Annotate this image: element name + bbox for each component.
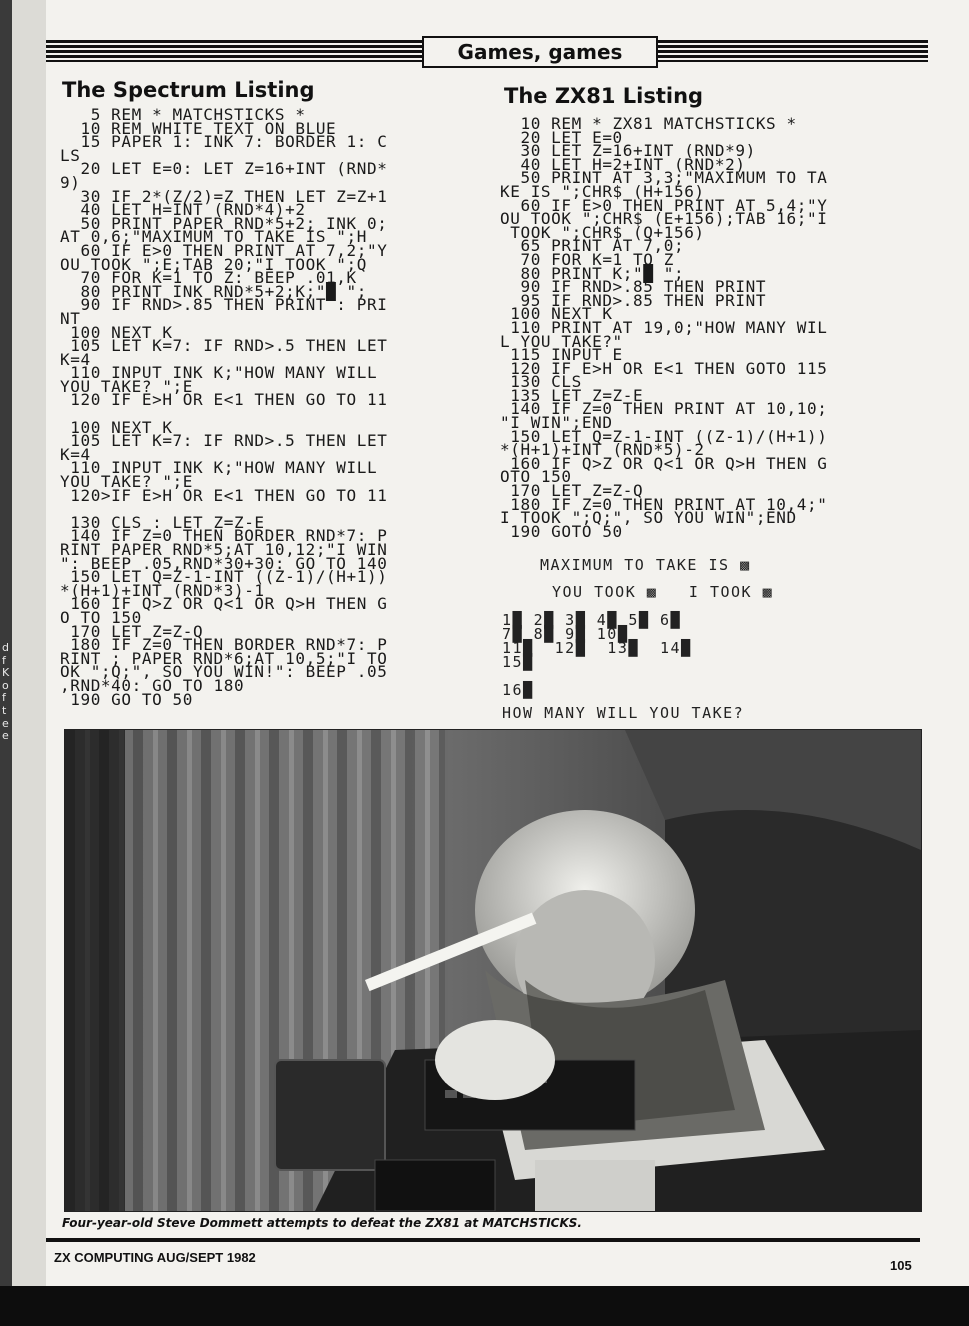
code-line: 15 PAPER 1: INK 7: BORDER 1: C [60,132,388,152]
code-line: *(H+1)+INT (RND*5)-2 [500,440,705,460]
code-line: I TOOK ";Q;", SO YOU WIN";END [500,508,797,528]
code-line: 160 IF Q>Z OR Q<1 OR Q>H THEN G [500,453,828,473]
code-line: 100 NEXT K [60,417,173,437]
code-line: 20 LET E=0 [500,127,623,147]
code-line: YOU TAKE? ";E [60,376,194,396]
code-line: 120 IF E>H OR E<1 THEN GOTO 115 [500,358,828,378]
code-line: ": BEEP .05,RND*30+30: GO TO 140 [60,553,388,573]
spectrum-listing-heading: The Spectrum Listing [62,78,315,102]
code-line: 180 IF Z=0 THEN BORDER RND*7: P [60,635,388,655]
code-line: RINT ; PAPER RND*6;AT 10,5;"I TO [60,648,388,668]
code-line: *(H+1)+INT (RND*3)-1 [60,580,265,600]
footer-rule [46,1238,920,1242]
code-line: 50 PRINT PAPER RND*5+2; INK 0; [60,213,388,233]
code-line: 120 IF E>H OR E<1 THEN GO TO 11 [60,390,388,410]
screen-sticks-row-3: 11█ 12█ 13█ 14█ [502,639,692,657]
code-line: LS [60,145,81,165]
code-line: 140 IF Z=0 THEN PRINT AT 10,10; [500,399,828,419]
code-line: 170 LET Z=Z-Q [60,621,204,641]
zx81-code-listing [500,114,828,541]
code-line: 135 LET Z=Z-E [500,385,644,405]
code-line: 80 PRINT K;"█ "; [500,263,685,283]
code-line: 160 IF Q>Z OR Q<1 OR Q>H THEN G [60,594,388,614]
code-line: 70 FOR K=1 TO Z [500,249,674,269]
code-line: 65 PRINT AT 7,0; [500,236,685,256]
photo-illustration [65,730,921,1211]
code-line: 90 IF RND>.85 THEN PRINT : PRI [60,295,388,315]
code-line: 80 PRINT INK RND*5+2;K;"█ "; [60,281,367,301]
code-line: 130 CLS [500,372,582,392]
code-line: KE IS ";CHR$ (H+156) [500,181,705,201]
code-line: 60 IF E>0 THEN PRINT AT 5,4;"Y [500,195,828,215]
code-line: 190 GOTO 50 [500,521,623,541]
screen-took-line: YOU TOOK ▩ I TOOK ▩ [552,583,774,601]
page-number: 105 [890,1258,912,1273]
screen-max-line: MAXIMUM TO TAKE IS ▩ [540,556,751,574]
code-line: "I WIN";END [500,413,613,433]
magazine-issue: ZX COMPUTING AUG/SEPT 1982 [54,1250,256,1265]
code-line: 105 LET K=7: IF RND>.5 THEN LET [60,431,388,451]
zx81-listing-heading: The ZX81 Listing [504,84,704,108]
code-line: 190 GO TO 50 [60,689,194,709]
code-line: ,RND*40: GO TO 180 [60,675,245,695]
code-line: OTO 150 [500,467,572,487]
code-line: OU TOOK ";CHR$ (E+156);TAB 16;"I [500,209,828,229]
code-line: YOU TAKE? ";E [60,472,194,492]
code-line: AT 0,6;"MAXIMUM TO TAKE IS ";H [60,227,367,247]
screen-sticks-row-1: 1█ 2█ 3█ 4█ 5█ 6█ [502,611,682,629]
code-line: 10 REM * ZX81 MATCHSTICKS * [500,114,797,133]
code-line: 20 LET E=0: LET Z=16+INT (RND* [60,159,388,179]
section-header-rule [46,36,928,66]
code-line: K=4 [60,444,91,464]
screen-prompt: HOW MANY WILL YOU TAKE? [502,704,745,722]
code-line: 9) [60,172,81,192]
code-line: 110 PRINT AT 19,0;"HOW MANY WIL [500,317,828,337]
code-line: RINT PAPER RND*5;AT 10,12;"I WIN [60,540,388,559]
code-line: 70 FOR K=1 TO Z: BEEP .01,K [60,268,357,288]
screen-sticks-row-2: 7█ 8█ 9█ 10█ [502,625,629,643]
code-line: 120>IF E>H OR E<1 THEN GO TO 11 [60,485,388,505]
photo-child-with-zx81 [64,729,922,1212]
code-line: 180 IF Z=0 THEN PRINT AT 10,4;" [500,494,828,514]
scan-bottom-edge [0,1286,969,1326]
code-line: 100 NEXT K [60,322,173,342]
code-line: K=4 [60,349,91,369]
code-line: 170 LET Z=Z-Q [500,481,644,501]
code-line: 50 PRINT AT 3,3;"MAXIMUM TO TA [500,168,828,188]
screen-sticks-row-5: 16█ [502,681,534,699]
photo-caption: Four-year-old Steve Dommett attempts to defeat the ZX81 at MATCHSTICKS. [62,1216,582,1230]
code-line: 140 IF Z=0 THEN BORDER RND*7: P [60,526,388,546]
code-line: 90 IF RND>.85 THEN PRINT [500,277,767,297]
code-line: 105 LET K=7: IF RND>.5 THEN LET [60,336,388,356]
code-line: 60 IF E>0 THEN PRINT AT 7,2;"Y [60,240,388,260]
code-line: 110 INPUT INK K;"HOW MANY WILL [60,458,378,478]
code-line: 40 LET H=INT (RND*4)+2 [60,200,306,220]
code-line: 30 LET Z=16+INT (RND*9) [500,141,756,161]
code-line: 115 INPUT E [500,345,623,365]
code-line: 95 IF RND>.85 THEN PRINT [500,290,767,310]
code-line: 100 NEXT K [500,304,613,324]
code-line: 30 IF 2*(Z/2)=Z THEN LET Z=Z+1 [60,186,388,206]
code-line: 110 INPUT INK K;"HOW MANY WILL [60,363,378,383]
code-line: 150 LET Q=Z-1-INT ((Z-1)/(H+1)) [60,567,388,587]
spectrum-code-listing [60,105,388,709]
code-line: 10 REM WHITE TEXT ON BLUE [60,118,337,138]
screen-sticks-row-4: 15█ [502,653,534,671]
code-line: TOOK ";CHR$ (Q+156) [500,222,705,242]
code-line: OU TOOK ";E;TAB 20;"I TOOK ";Q [60,254,367,274]
code-line: O TO 150 [60,607,142,627]
code-line: L YOU TAKE?" [500,331,623,351]
code-line: NT [60,308,81,328]
code-line: 40 LET H=2+INT (RND*2) [500,154,746,174]
facing-page-text-fragment: d f K o f t e e [2,641,10,743]
code-line: 130 CLS : LET Z=Z-E [60,512,265,532]
code-line: 150 LET Q=Z-1-INT ((Z-1)/(H+1)) [500,426,828,446]
code-line: OK ";Q;", SO YOU WIN!": BEEP .05 [60,662,388,682]
section-title: Games, games [422,36,658,68]
code-line: 5 REM * MATCHSTICKS * [60,105,306,124]
